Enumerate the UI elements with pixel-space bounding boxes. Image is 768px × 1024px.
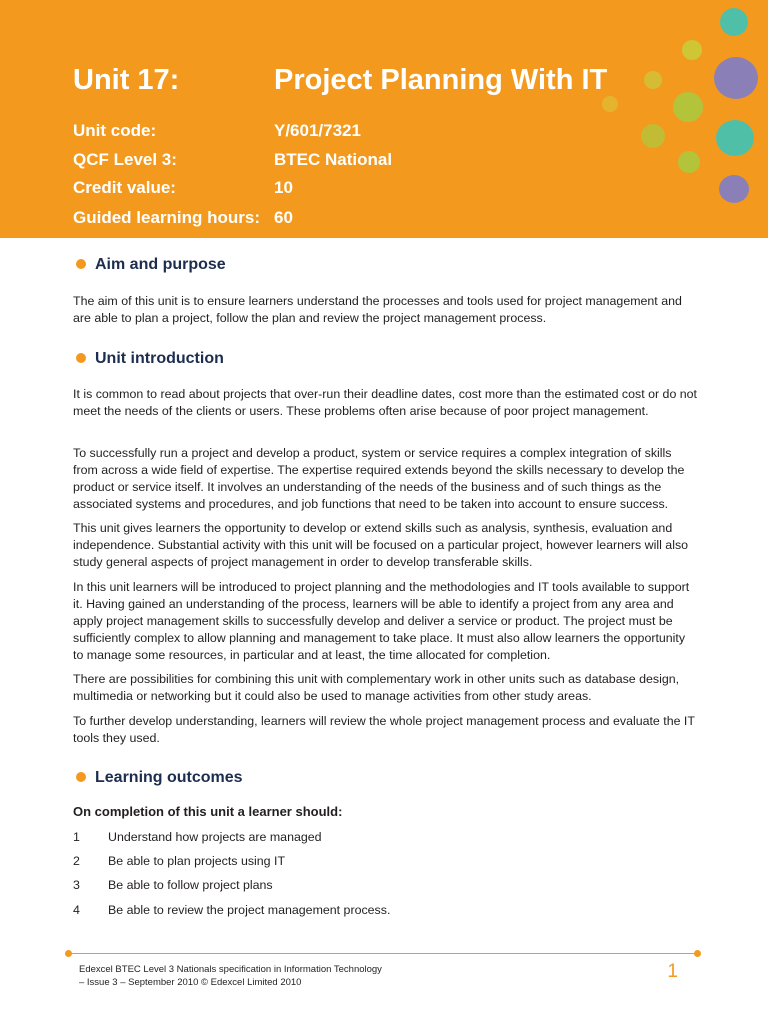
outcomes-intro: On completion of this unit a learner should:	[73, 804, 343, 819]
outcome-text: Understand how projects are managed	[108, 830, 322, 844]
intro-paragraph-3: This unit gives learners the opportunity to develop or extend skills such as analysis, synthesis, evaluation and independence. Substantial activity with this unit will be focused on a particular project, however learners will also study general aspects of project management in order to develop transferable skills.	[73, 521, 689, 569]
header-band	[0, 0, 768, 238]
meta-label: Credit value:	[73, 178, 176, 197]
intro-paragraph-1: It is common to read about projects that over-run their deadline dates, cost more than the estimated cost or do not meet the needs of the clients or users. These problems often arise because of poor project management.	[73, 387, 697, 418]
section-heading-aim	[76, 256, 226, 274]
intro-paragraph-5: There are possibilities for combining this unit with complementary work in other units such as database design, multimedia or networking but it could also be used to manage activities from other study areas.	[73, 672, 680, 703]
decorative-dot	[641, 124, 665, 148]
footer-line-1: Edexcel BTEC Level 3 Nationals specification in Information Technology	[79, 964, 382, 975]
meta-value: 60	[274, 208, 293, 227]
bullet-icon	[76, 259, 86, 269]
meta-label: QCF Level 3:	[73, 150, 177, 169]
decorative-dot	[678, 151, 700, 173]
outcome-number: 3	[73, 878, 80, 892]
intro-paragraph-2: To successfully run a project and develop a product, system or service requires a complex integration of skills from across a wide field of expertise. The expertise required extends beyond the skills necessary to develop the product or service itself. It involves an understanding of the needs of the business and of such things as the associated systems and procedures, and job functions that need to be taken into account to ensure success.	[73, 446, 685, 511]
decorative-dot	[602, 96, 618, 112]
section-heading-intro	[76, 350, 224, 368]
section-heading-outcomes	[76, 769, 243, 787]
decorative-dot	[673, 92, 703, 122]
decorative-dot	[644, 71, 662, 89]
intro-paragraph-6: To further develop understanding, learners will review the whole project management process and evaluate the IT tools they used.	[73, 714, 695, 745]
footer-rule	[68, 953, 698, 954]
outcome-text: Be able to plan projects using IT	[108, 854, 286, 868]
bullet-icon	[76, 772, 86, 782]
decorative-dot	[716, 120, 754, 156]
unit-title: Project Planning With IT	[274, 64, 608, 96]
footer-line-2: – Issue 3 – September 2010 © Edexcel Limited 2010	[79, 977, 302, 988]
decorative-dot	[682, 40, 702, 60]
meta-label: Unit code:	[73, 121, 157, 140]
heading-text: Unit introduction	[95, 350, 224, 367]
footer-rule-dot	[694, 950, 701, 957]
decorative-dot	[720, 8, 748, 36]
aim-paragraph: The aim of this unit is to ensure learners understand the processes and tools used for project management and are able to plan a project, follow the plan and review the project management process.	[73, 294, 682, 325]
meta-value: 10	[274, 178, 293, 197]
decorative-dot	[719, 175, 749, 203]
outcome-text: Be able to review the project management process.	[108, 903, 391, 917]
meta-label: Guided learning hours:	[73, 208, 261, 227]
page-number: 1	[667, 961, 678, 982]
bullet-icon	[76, 353, 86, 363]
decorative-dot	[714, 57, 758, 99]
meta-value: BTEC National	[274, 150, 393, 169]
outcome-number: 2	[73, 854, 80, 868]
outcome-number: 1	[73, 830, 80, 844]
heading-text: Learning outcomes	[95, 769, 243, 786]
intro-paragraph-4: In this unit learners will be introduced to project planning and the methodologies and IT tools available to support it. Having gained an understanding of the process, learners will be able to identify a project from any area and apply project management skills to successfully develop and deliver a service or product. The project must be sufficiently complex to allow planning and management to take place. It must also allow learners the opportunity to manage some resources, in particular and at least, the time allocated for completion.	[73, 580, 690, 662]
unit-number: Unit 17:	[73, 64, 180, 96]
outcome-text: Be able to follow project plans	[108, 878, 273, 892]
meta-value: Y/601/7321	[274, 121, 361, 140]
outcome-number: 4	[73, 903, 80, 917]
footer-text	[79, 963, 499, 989]
heading-text: Aim and purpose	[95, 256, 226, 273]
